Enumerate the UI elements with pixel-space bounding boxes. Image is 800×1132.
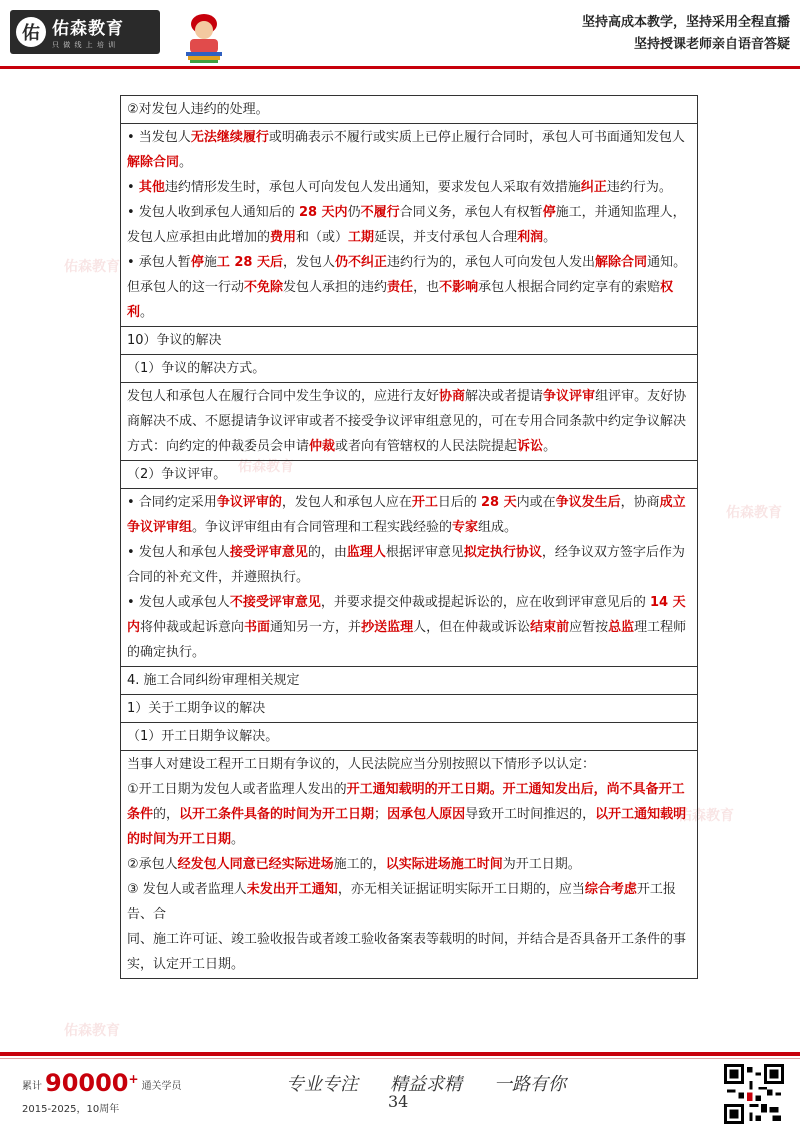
cell-paragraph (127, 175, 691, 200)
highlight-text: 停 (190, 255, 204, 270)
body-text: 通知另一方，并 (270, 620, 362, 635)
highlight-text: 以实际进场施工时间 (385, 857, 503, 872)
highlight-text: 其他 (138, 180, 165, 195)
body-text: 发包人和承包人在履行合同中发生争议的，应进行友好 (127, 389, 440, 404)
highlight-text: 争议评审的 (216, 495, 282, 510)
table-row (121, 327, 698, 355)
body-text: 当事人对建设工程开工日期有争议的，人民法院应当分别按照以下情形予以认定： (127, 757, 596, 772)
body-text: （1）开工日期争议解决。 (127, 729, 279, 744)
cell-paragraph (127, 877, 691, 927)
highlight-text: 争议评审 (543, 389, 596, 404)
body-text: （1）争议的解决方式。 (127, 361, 266, 376)
watermark: 佑森教育 (678, 808, 734, 824)
highlight-text: 解除合同 (127, 155, 180, 170)
body-text: 理工程师的确定执行。 (127, 620, 687, 660)
highlight-text: 28 天内 (298, 205, 348, 220)
body-text: 根据评审意见 (385, 545, 464, 560)
body-text: 解决或者提请 (465, 389, 544, 404)
body-text: 日后的 (437, 495, 481, 510)
highlight-text: 抄送监理 (361, 620, 414, 635)
body-text: 开工报告、合 (127, 882, 676, 922)
cell-paragraph (127, 490, 691, 540)
body-text: 通知。但承包人的这一行动 (127, 255, 687, 295)
watermark: 佑森教育 (726, 505, 782, 521)
body-text: • 当发包人 (127, 130, 191, 145)
footer-stats (22, 1070, 182, 1115)
motto-phrase: 专业专注 (286, 1074, 358, 1095)
body-text: ，经争议双方签字后作为合同的补充文件，并遵照执行。 (127, 545, 685, 585)
mascot-illustration-icon (176, 8, 232, 64)
highlight-text: 仍不纠正 (335, 255, 388, 270)
body-text: 施工的， (333, 857, 386, 872)
body-text: 或者向有管辖权的人民法院提起 (335, 439, 518, 454)
highlight-text: 诉讼 (517, 439, 544, 454)
highlight-text: 不免除 (244, 280, 284, 295)
body-text: 合同义务，承包人有权暂 (399, 205, 543, 220)
body-text: ②承包人 (127, 857, 178, 872)
cell-paragraph (127, 777, 691, 852)
highlight-text: 28 天 (481, 495, 517, 510)
logo-name: 佑森教育 (52, 19, 124, 39)
highlight-text: 仲裁 (309, 439, 336, 454)
body-text: 将仲裁或起诉意向 (140, 620, 245, 635)
watermark: 佑森教育 (64, 1023, 120, 1039)
table-row (121, 461, 698, 489)
body-text: 。 (231, 832, 245, 847)
body-text: ②对发包人违约的处理。 (127, 102, 269, 117)
highlight-text: 责任 (387, 280, 414, 295)
highlight-text: 不影响 (439, 280, 479, 295)
highlight-text: 成立争议评审组 (127, 495, 686, 535)
table-cell (121, 124, 698, 327)
highlight-text: 总监 (608, 620, 635, 635)
table-row (121, 723, 698, 751)
body-text: 。 (543, 230, 557, 245)
cell-paragraph (127, 927, 691, 977)
body-text: 组评审。友好协商解决不成、不愿提请争议评审或者不接受争议评审组意见的，可在专用合同条款中约定争议解决方式：向约定的仲裁委员会申请 (127, 389, 687, 454)
body-text: 。 (543, 439, 557, 454)
highlight-text: 纠正 (580, 180, 607, 195)
body-text: • 发包人或承包人 (127, 595, 230, 610)
body-text: 。 (179, 155, 193, 170)
stats-lead: 累计 (22, 1081, 42, 1092)
body-text: • (127, 180, 139, 195)
watermark: 佑森教育 (64, 259, 120, 275)
body-text: ，发包人和承包人应在 (281, 495, 412, 510)
body-text: ，亦无相关证据证明实际开工日期的，应当 (337, 882, 585, 897)
body-text: 发包人承担的违约 (283, 280, 388, 295)
table-row (121, 667, 698, 695)
body-text: 同、施工许可证、竣工验收报告或者竣工验收备案表等载明的时间，并结合是否具备开工条件的事实，认定开工日期。 (127, 932, 687, 972)
body-text: • 发包人收到承包人通知后的 (127, 205, 299, 220)
page-header (0, 0, 800, 70)
table-cell (121, 355, 698, 383)
cell-paragraph (127, 250, 691, 325)
cell-paragraph (127, 384, 691, 459)
body-text: 组成。 (478, 520, 518, 535)
highlight-text: 经发包人同意已经实际进场 (177, 857, 334, 872)
highlight-text: 书面 (244, 620, 271, 635)
table-cell (121, 383, 698, 461)
body-text: 1）关于工期争议的解决 (127, 701, 266, 716)
table-cell (121, 667, 698, 695)
body-text: 内或在 (516, 495, 556, 510)
body-text: 违约情形发生时，承包人可向发包人发出通知，要求发包人采取有效措施 (164, 180, 581, 195)
highlight-text: 解除合同 (595, 255, 648, 270)
highlight-text: 不接受评审意见 (229, 595, 321, 610)
table-cell (121, 723, 698, 751)
highlight-text: 开工 (411, 495, 438, 510)
body-text: 违约行为。 (606, 180, 672, 195)
cell-paragraph (127, 852, 691, 877)
stats-plus: + (128, 1072, 139, 1086)
body-text: 人，但在仲裁或诉讼 (413, 620, 531, 635)
highlight-text: 未发出开工通知 (246, 882, 338, 897)
highlight-text: 利润 (517, 230, 544, 245)
body-text: ③ 发包人或者监理人 (127, 882, 247, 897)
brand-logo (10, 10, 160, 54)
table-cell (121, 489, 698, 667)
highlight-text: 工期 (348, 230, 375, 245)
slogan-line-1: 坚持高成本教学，坚持采用全程直播 (581, 15, 790, 30)
body-text: 10）争议的解决 (127, 333, 222, 348)
highlight-text: 因承包人原因 (387, 807, 466, 822)
body-text: 应暂按 (569, 620, 609, 635)
slogan-line-2: 坚持授课老师亲自语音答疑 (633, 37, 790, 52)
body-text: ，协商 (620, 495, 660, 510)
table-row (121, 383, 698, 461)
footer-divider (0, 1052, 800, 1056)
body-text: 的， (153, 807, 180, 822)
highlight-text: 争议发生后 (555, 495, 621, 510)
motto-phrase: 一路有你 (494, 1074, 566, 1095)
body-text: （2）争议评审。 (127, 467, 227, 482)
highlight-text: 开工通知载明的开工日期。开工通知发出后，尚不具备开工条件 (127, 782, 685, 822)
footer-divider-thin (0, 1058, 800, 1059)
qr-code-icon (724, 1064, 784, 1124)
body-text: ，并要求提交仲裁或提起诉讼的，应在收到评审意见后的 (320, 595, 650, 610)
table-row (121, 355, 698, 383)
body-text: 。争议评审组由有合同管理和工程实践经验的 (192, 520, 453, 535)
table-row (121, 96, 698, 124)
header-divider (0, 66, 800, 69)
body-text: 承包人根据合同约定享有的索赔 (478, 280, 661, 295)
logo-tagline: 只 做 线 上 培 训 (52, 41, 117, 49)
table-row (121, 751, 698, 979)
table-cell (121, 461, 698, 489)
table-cell (121, 751, 698, 979)
body-text: 和（或） (296, 230, 349, 245)
highlight-text: 协商 (439, 389, 466, 404)
stats-count: 90000 (45, 1069, 129, 1097)
body-text: 延误，并支付承包人合理 (374, 230, 518, 245)
watermark: 佑森教育 (238, 459, 294, 475)
cell-paragraph (127, 540, 691, 590)
highlight-text: 费用 (270, 230, 297, 245)
highlight-text: 停 (542, 205, 556, 220)
body-text: 施工，并通知监理人，发包人应承担由此增加的 (127, 205, 686, 245)
highlight-text: 以开工条件具备的时间为开工日期 (179, 807, 375, 822)
highlight-text: 拟定执行协议 (463, 545, 542, 560)
body-text: 为开工日期。 (502, 857, 581, 872)
table-cell (121, 96, 698, 124)
highlight-text: 无法继续履行 (190, 130, 269, 145)
motto-phrase: 精益求精 (390, 1074, 462, 1095)
body-text: ，发包人 (283, 255, 336, 270)
cell-paragraph (127, 590, 691, 665)
footer-motto (286, 1070, 566, 1096)
highlight-text: 专家 (452, 520, 479, 535)
body-text: ①开工日期为发包人或者监理人发出的 (127, 782, 347, 797)
highlight-text: 综合考虑 (584, 882, 637, 897)
highlight-text: 工 28 天后 (216, 255, 283, 270)
body-text: 4. 施工合同纠纷审理相关规定 (127, 673, 300, 688)
page-number: 34 (388, 1092, 409, 1111)
body-text: 。 (140, 305, 154, 320)
content-table (120, 95, 698, 979)
body-text: 仍 (347, 205, 361, 220)
highlight-text: 监理人 (346, 545, 386, 560)
body-text: • 承包人暂 (127, 255, 191, 270)
body-text: 施 (203, 255, 217, 270)
highlight-text: 结束前 (530, 620, 570, 635)
stats-tail: 通关学员 (141, 1081, 182, 1092)
highlight-text: 以开工通知载明的时间为开工日期 (127, 807, 687, 847)
table-row (121, 124, 698, 327)
cell-paragraph (127, 200, 691, 250)
highlight-text: 权利 (127, 280, 674, 320)
highlight-text: 14 天内 (127, 595, 686, 635)
body-text: 或明确表示不履行或实质上已停止履行合同时，承包人可书面通知发包人 (268, 130, 685, 145)
body-text: 的，由 (307, 545, 347, 560)
cell-paragraph (127, 125, 691, 175)
table-cell (121, 695, 698, 723)
highlight-text: 不履行 (360, 205, 400, 220)
body-text: • 发包人和承包人 (127, 545, 230, 560)
body-text: ； (374, 807, 388, 822)
body-text: 导致开工时间推迟的， (465, 807, 596, 822)
body-text: ，也 (413, 280, 440, 295)
table-row (121, 695, 698, 723)
cell-paragraph (127, 752, 691, 777)
stats-years: 2015-2025，10周年 (22, 1104, 120, 1115)
table-cell (121, 327, 698, 355)
highlight-text: 接受评审意见 (229, 545, 308, 560)
header-slogan (582, 12, 790, 56)
logo-mark-icon: 佑 (16, 17, 46, 47)
body-text: 违约行为的，承包人可向发包人发出 (387, 255, 596, 270)
body-text: • 合同约定采用 (127, 495, 217, 510)
table-row (121, 489, 698, 667)
